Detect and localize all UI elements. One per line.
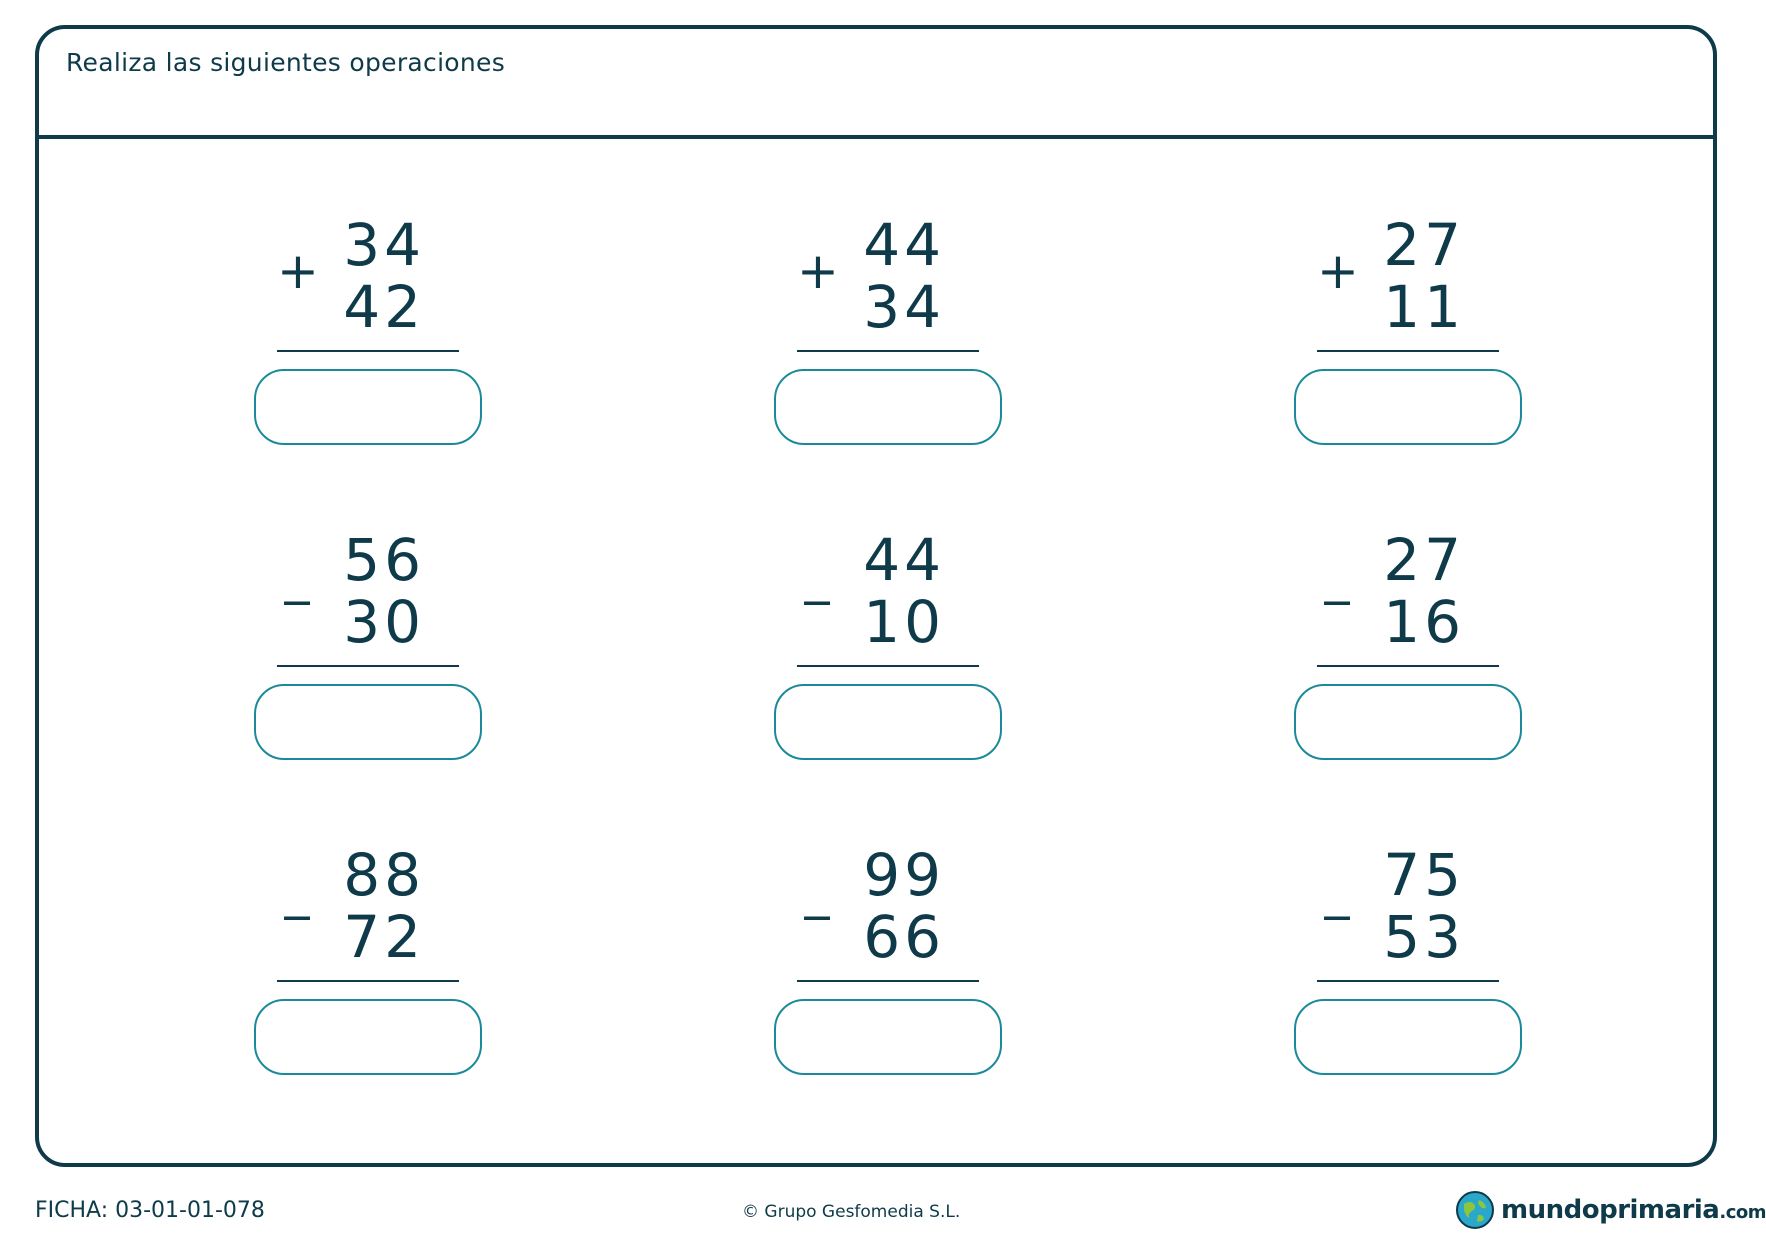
plus-sign: + — [1317, 242, 1359, 300]
top-number: 88 — [343, 841, 425, 909]
answer-box[interactable] — [1294, 684, 1522, 760]
operation-3 — [1289, 211, 1529, 454]
answer-box[interactable] — [774, 369, 1002, 445]
globe-icon — [1455, 1190, 1495, 1230]
bottom-number: 66 — [863, 903, 945, 971]
top-number: 27 — [1383, 526, 1465, 594]
top-number: 99 — [863, 841, 945, 909]
result-line — [277, 350, 459, 352]
minus-sign: _ — [284, 862, 310, 920]
result-line — [1317, 665, 1499, 667]
bottom-number: 16 — [1383, 588, 1465, 656]
minus-sign: _ — [804, 547, 830, 605]
bottom-number: 34 — [863, 273, 945, 341]
logo-tld-text: .com — [1719, 1202, 1766, 1223]
instruction-text: Realiza las siguientes operaciones — [66, 48, 506, 77]
result-line — [1317, 980, 1499, 982]
top-number: 27 — [1383, 211, 1465, 279]
answer-box[interactable] — [1294, 369, 1522, 445]
minus-sign: _ — [804, 862, 830, 920]
operation-4 — [249, 526, 489, 769]
result-line — [797, 350, 979, 352]
top-number: 56 — [343, 526, 425, 594]
bottom-number: 30 — [343, 588, 425, 656]
plus-sign: + — [277, 242, 319, 300]
minus-sign: _ — [284, 547, 310, 605]
answer-box[interactable] — [774, 684, 1002, 760]
bottom-number: 10 — [863, 588, 945, 656]
plus-sign: + — [797, 242, 839, 300]
logo-main-text: mundoprimaria — [1501, 1195, 1720, 1225]
bottom-number: 11 — [1383, 273, 1465, 341]
result-line — [1317, 350, 1499, 352]
top-number: 44 — [863, 211, 945, 279]
copyright-text: © Grupo Gesfomedia S.L. — [742, 1202, 961, 1222]
operation-2 — [769, 211, 1009, 454]
answer-box[interactable] — [254, 369, 482, 445]
logo-text — [1501, 1195, 1766, 1225]
worksheet-header — [39, 29, 1713, 139]
operation-9 — [1289, 841, 1529, 1084]
mundoprimaria-logo[interactable] — [1455, 1188, 1766, 1232]
result-line — [797, 980, 979, 982]
minus-sign: _ — [1324, 862, 1350, 920]
operation-7 — [249, 841, 489, 1084]
result-line — [797, 665, 979, 667]
result-line — [277, 980, 459, 982]
operation-5 — [769, 526, 1009, 769]
worksheet-frame — [35, 25, 1717, 1167]
bottom-number: 72 — [343, 903, 425, 971]
bottom-number: 53 — [1383, 903, 1465, 971]
top-number: 75 — [1383, 841, 1465, 909]
bottom-number: 42 — [343, 273, 425, 341]
operation-6 — [1289, 526, 1529, 769]
top-number: 34 — [343, 211, 425, 279]
operation-8 — [769, 841, 1009, 1084]
answer-box[interactable] — [1294, 999, 1522, 1075]
result-line — [277, 665, 459, 667]
operation-1 — [249, 211, 489, 454]
top-number: 44 — [863, 526, 945, 594]
answer-box[interactable] — [254, 684, 482, 760]
answer-box[interactable] — [254, 999, 482, 1075]
ficha-code: FICHA: 03-01-01-078 — [35, 1198, 265, 1223]
answer-box[interactable] — [774, 999, 1002, 1075]
minus-sign: _ — [1324, 547, 1350, 605]
